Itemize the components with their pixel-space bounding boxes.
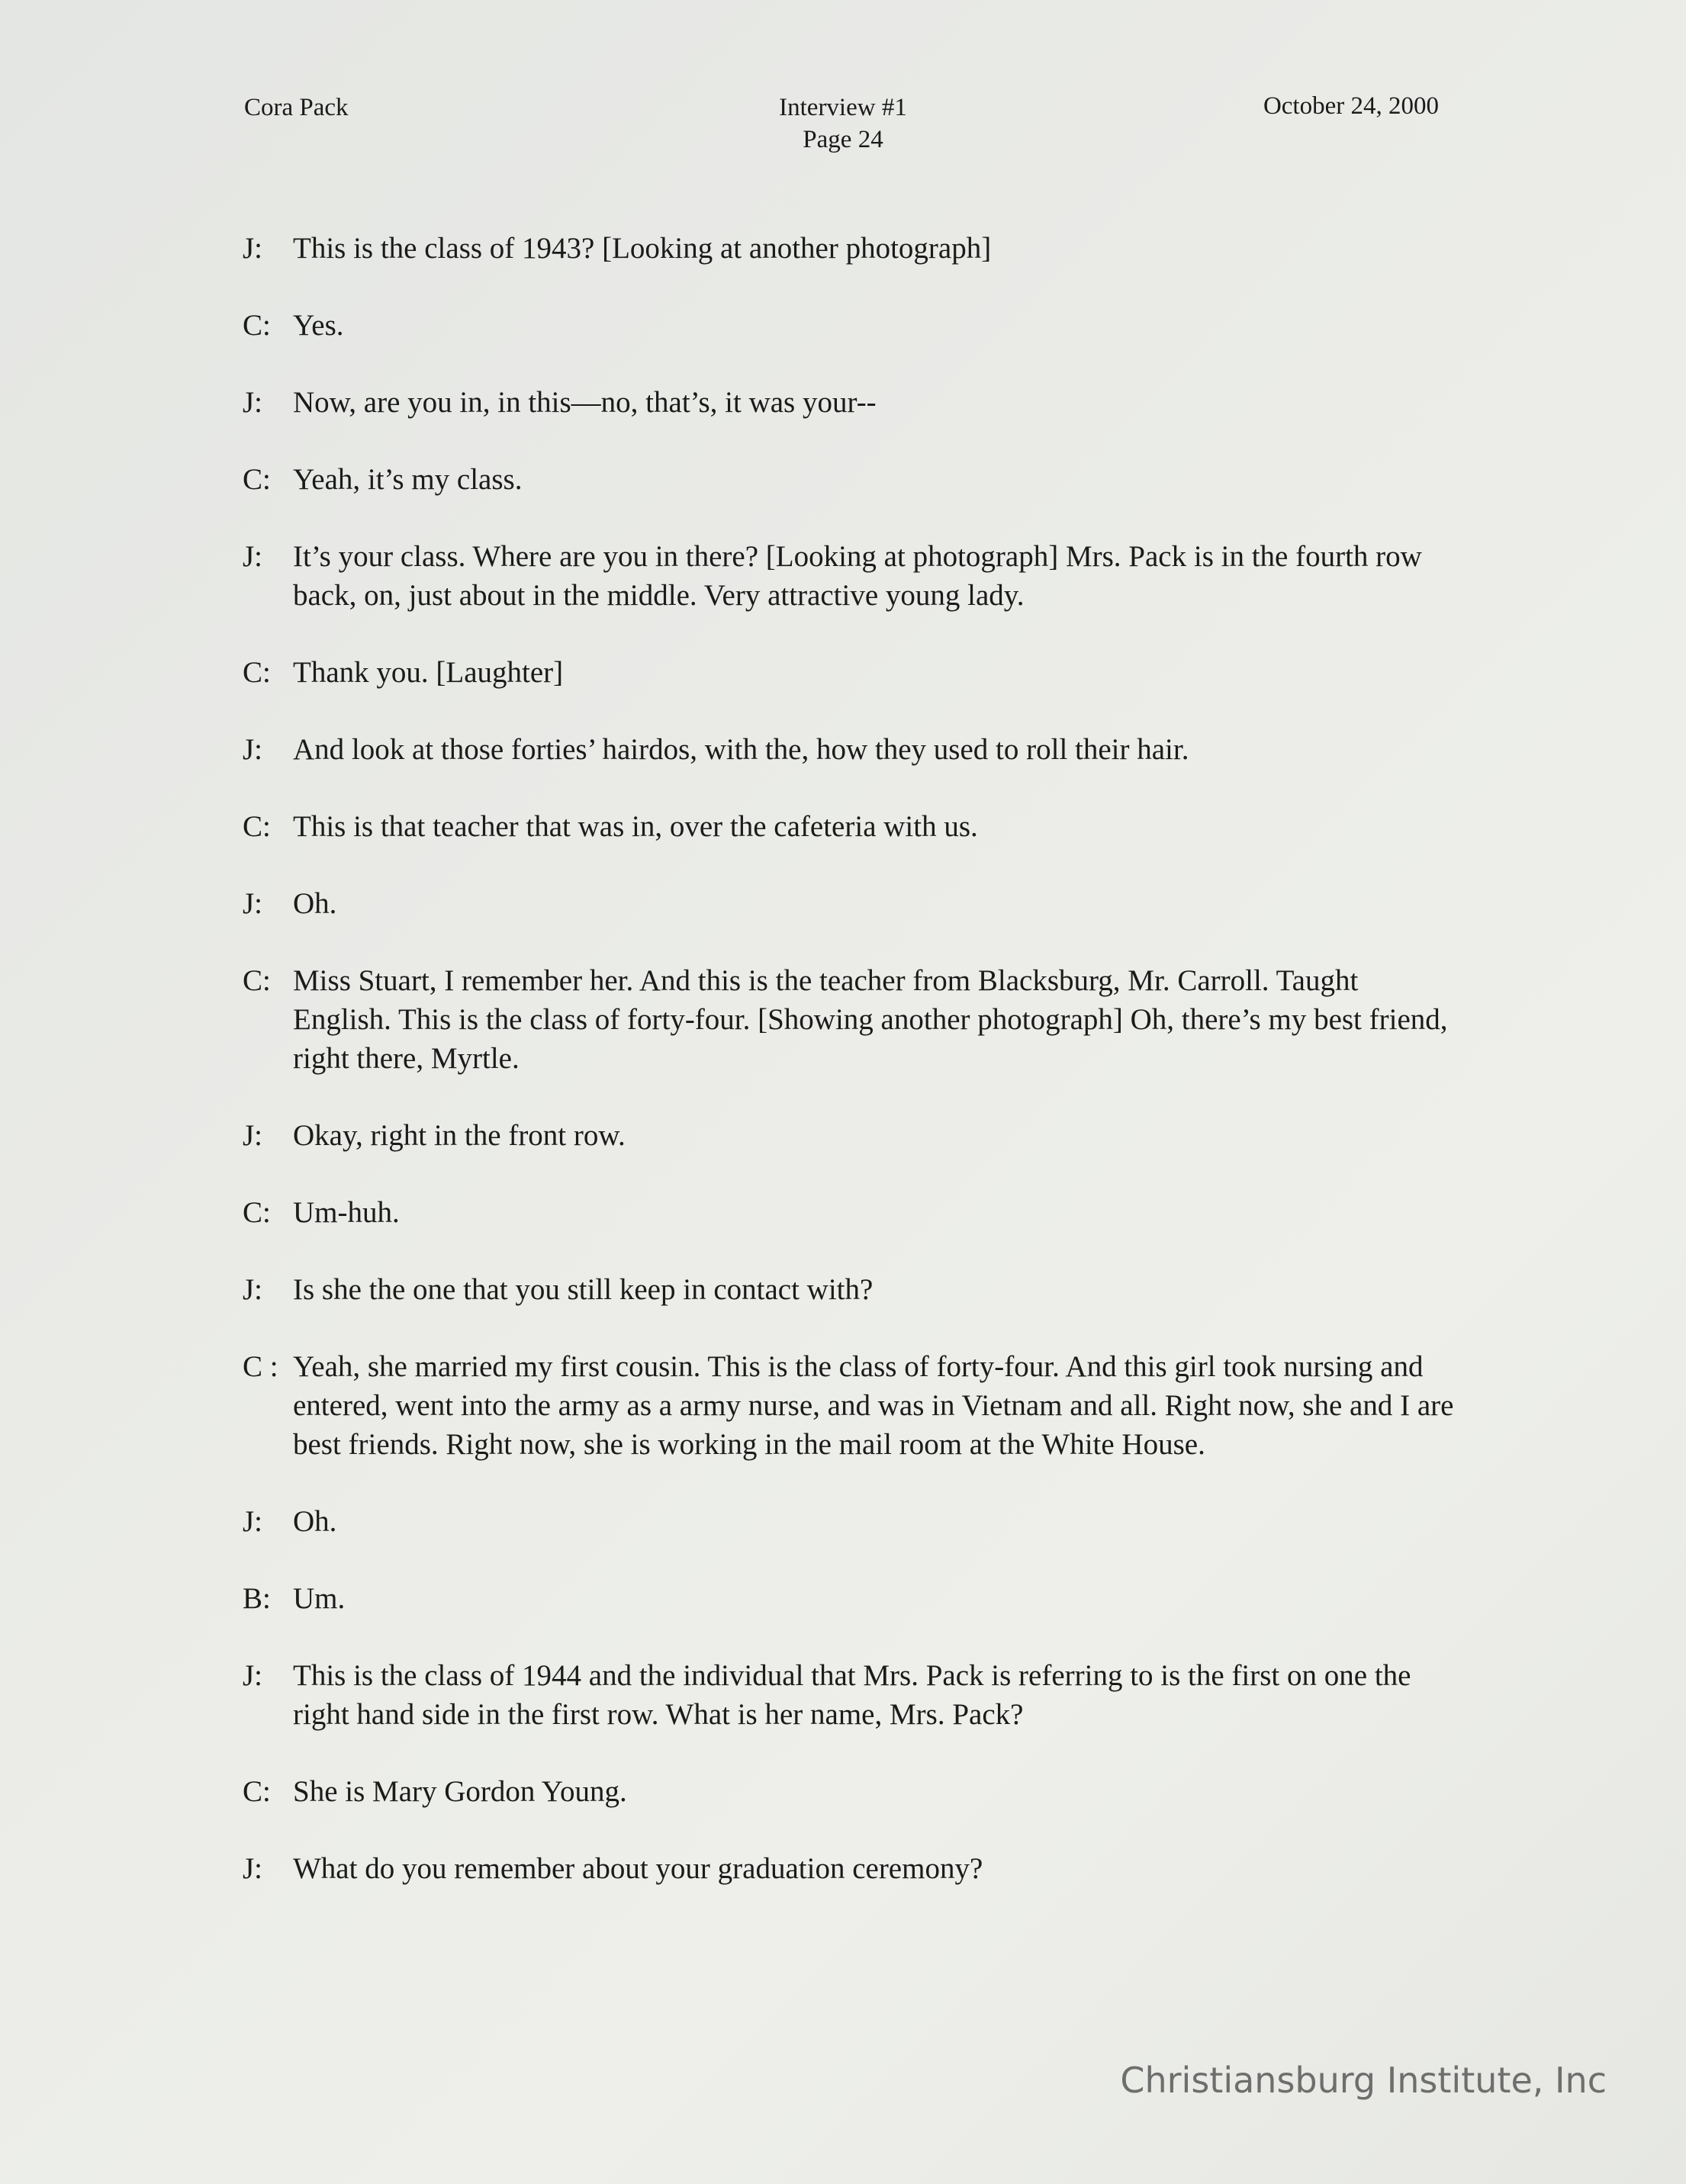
speaker-label: C: [243,810,271,843]
speech-text: Yes. [293,309,344,342]
speech-text: This is the class of 1943? [Looking at another photograph] [293,232,992,265]
header-interview: Interview #1 [779,94,907,121]
speech-text: Yeah, it’s my class. [293,463,523,496]
speaker-label: J: [243,1273,263,1306]
speech-text: Thank you. [Laughter] [293,656,564,689]
speech-text: Okay, right in the front row. [293,1119,626,1152]
watermark: Christiansburg Institute, Inc [1120,2060,1607,2101]
speaker-label: C: [243,1196,271,1229]
header-date: October 24, 2000 [1263,92,1439,120]
transcript-entry [243,1270,1463,1309]
speech-text: Is she the one that you still keep in contact with? [293,1273,874,1306]
transcript-entry [243,1772,1463,1811]
transcript-entry [243,306,1463,345]
transcript-entry [243,884,1463,923]
transcript-entry [243,730,1463,769]
transcript-entry [243,460,1463,499]
speech-text: Miss Stuart, I remember her. And this is the teacher from Blacksburg, Mr. Carroll. Taught English. This is the class of forty-four. [Showing another photograph] Oh, there’s my best friend, right there, Myrtle. [293,964,1448,1075]
speech-text: Oh. [293,1505,337,1538]
transcript-entry [243,1347,1463,1464]
transcript-entry [243,537,1463,615]
speaker-label: C: [243,309,271,342]
speech-text: It’s your class. Where are you in there? [Looking at photograph] Mrs. Pack is in the fourth row back, on, just about in the middle. Very attractive young lady. [293,540,1422,612]
header-page-number: Page 24 [803,126,883,153]
transcript-entry [243,1579,1463,1618]
speaker-label: B: [243,1582,271,1615]
speech-text: And look at those forties’ hairdos, with the, how they used to roll their hair. [293,733,1189,766]
speaker-label: J: [243,887,263,920]
speech-text: This is that teacher that was in, over the cafeteria with us. [293,810,978,843]
speech-text: She is Mary Gordon Young. [293,1775,627,1808]
speaker-label: C : [243,1350,278,1383]
speaker-label: J: [243,733,263,766]
speech-text: Oh. [293,887,337,920]
header-name: Cora Pack [244,94,349,121]
transcript-entry [243,807,1463,846]
transcript-entry [243,1502,1463,1541]
speaker-label: J: [243,232,263,265]
transcript-entry [243,229,1463,268]
speaker-label: C: [243,964,271,997]
speech-text: Um-huh. [293,1196,400,1229]
header-center [244,92,1442,156]
speaker-label: J: [243,1119,263,1152]
speech-text: Yeah, she married my first cousin. This is the class of forty-four. And this girl took nursing and entered, went into the army as a army nurse, and was in Vietnam and all. Right now, she and I are best friends. Right now, she is working in the mail room at the White House. [293,1350,1454,1461]
speaker-label: J: [243,1852,263,1885]
speech-text: Um. [293,1582,346,1615]
transcript-entry [243,1193,1463,1232]
transcript-entry [243,383,1463,422]
transcript-entry [243,653,1463,692]
speaker-label: C: [243,656,271,689]
speaker-label: J: [243,386,263,419]
transcript-entry [243,961,1463,1078]
speech-text: Now, are you in, in this—no, that’s, it was your-- [293,386,877,419]
speaker-label: J: [243,540,263,573]
transcript-entry [243,1849,1463,1888]
speech-text: What do you remember about your graduation ceremony? [293,1852,983,1885]
speaker-label: J: [243,1659,263,1692]
transcript [243,229,1463,1926]
transcript-entry [243,1116,1463,1155]
speaker-label: J: [243,1505,263,1538]
page-header [244,92,1442,160]
speech-text: This is the class of 1944 and the individual that Mrs. Pack is referring to is the first on one the right hand side in the first row. What is her name, Mrs. Pack? [293,1659,1411,1731]
transcript-entry [243,1656,1463,1734]
speaker-label: C: [243,1775,271,1808]
speaker-label: C: [243,463,271,496]
